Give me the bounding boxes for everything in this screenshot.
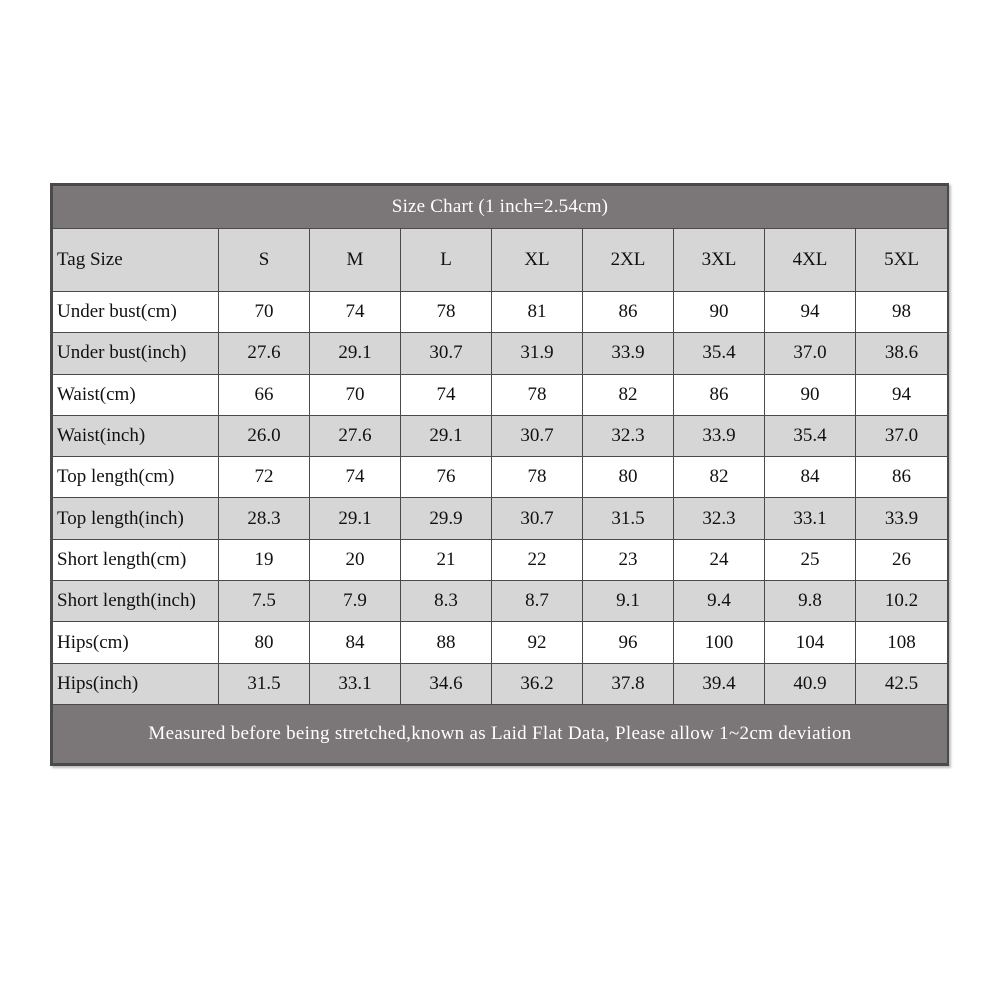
table-cell: 37.8 xyxy=(583,663,674,704)
table-cell: 27.6 xyxy=(310,415,401,456)
table-cell: 94 xyxy=(856,374,948,415)
table-cell: 31.5 xyxy=(219,663,310,704)
table-cell: 72 xyxy=(219,457,310,498)
table-cell: 7.5 xyxy=(219,581,310,622)
table-cell: 98 xyxy=(856,292,948,333)
size-header-3xl: 3XL xyxy=(674,229,765,292)
table-cell: 23 xyxy=(583,539,674,580)
table-cell: 37.0 xyxy=(765,333,856,374)
table-cell: 21 xyxy=(401,539,492,580)
footer-row xyxy=(53,705,948,764)
table-cell: 81 xyxy=(492,292,583,333)
table-cell: 31.5 xyxy=(583,498,674,539)
table-row xyxy=(53,498,948,539)
tag-size-label: Tag Size xyxy=(53,229,219,292)
table-cell: 86 xyxy=(583,292,674,333)
table-cell: 94 xyxy=(765,292,856,333)
table-cell: 74 xyxy=(401,374,492,415)
table-cell: 86 xyxy=(674,374,765,415)
row-label: Short length(inch) xyxy=(53,581,219,622)
table-cell: 78 xyxy=(492,374,583,415)
table-cell: 84 xyxy=(765,457,856,498)
table-cell: 108 xyxy=(856,622,948,663)
table-cell: 37.0 xyxy=(856,415,948,456)
row-label: Hips(cm) xyxy=(53,622,219,663)
table-cell: 31.9 xyxy=(492,333,583,374)
table-cell: 29.1 xyxy=(310,333,401,374)
table-cell: 40.9 xyxy=(765,663,856,704)
table-cell: 32.3 xyxy=(583,415,674,456)
table-row xyxy=(53,333,948,374)
table-cell: 96 xyxy=(583,622,674,663)
table-cell: 29.9 xyxy=(401,498,492,539)
table-cell: 70 xyxy=(219,292,310,333)
table-cell: 28.3 xyxy=(219,498,310,539)
size-chart-table xyxy=(52,185,948,764)
size-header-m: M xyxy=(310,229,401,292)
row-label: Under bust(cm) xyxy=(53,292,219,333)
row-label: Under bust(inch) xyxy=(53,333,219,374)
measurements-body xyxy=(53,292,948,705)
table-row xyxy=(53,374,948,415)
table-cell: 29.1 xyxy=(310,498,401,539)
table-cell: 8.3 xyxy=(401,581,492,622)
table-row xyxy=(53,292,948,333)
table-cell: 86 xyxy=(856,457,948,498)
table-cell: 80 xyxy=(583,457,674,498)
title-row xyxy=(53,186,948,229)
table-cell: 38.6 xyxy=(856,333,948,374)
footer-note: Measured before being stretched,known as Laid Flat Data, Please allow 1~2cm deviation xyxy=(53,705,948,764)
table-cell: 104 xyxy=(765,622,856,663)
table-row xyxy=(53,663,948,704)
table-cell: 30.7 xyxy=(492,415,583,456)
table-cell: 19 xyxy=(219,539,310,580)
table-cell: 10.2 xyxy=(856,581,948,622)
size-header-5xl: 5XL xyxy=(856,229,948,292)
table-cell: 9.4 xyxy=(674,581,765,622)
table-cell: 24 xyxy=(674,539,765,580)
chart-title: Size Chart (1 inch=2.54cm) xyxy=(53,186,948,229)
table-cell: 92 xyxy=(492,622,583,663)
table-row xyxy=(53,457,948,498)
table-cell: 27.6 xyxy=(219,333,310,374)
table-cell: 20 xyxy=(310,539,401,580)
table-cell: 39.4 xyxy=(674,663,765,704)
table-cell: 100 xyxy=(674,622,765,663)
row-label: Hips(inch) xyxy=(53,663,219,704)
table-row xyxy=(53,539,948,580)
table-cell: 26 xyxy=(856,539,948,580)
table-cell: 82 xyxy=(583,374,674,415)
table-cell: 90 xyxy=(674,292,765,333)
size-chart-frame xyxy=(50,183,949,766)
table-cell: 7.9 xyxy=(310,581,401,622)
table-cell: 33.1 xyxy=(310,663,401,704)
table-cell: 34.6 xyxy=(401,663,492,704)
table-cell: 66 xyxy=(219,374,310,415)
table-cell: 9.8 xyxy=(765,581,856,622)
table-cell: 9.1 xyxy=(583,581,674,622)
table-cell: 33.1 xyxy=(765,498,856,539)
size-header-2xl: 2XL xyxy=(583,229,674,292)
table-cell: 29.1 xyxy=(401,415,492,456)
size-header-row xyxy=(53,229,948,292)
table-cell: 74 xyxy=(310,292,401,333)
size-header-s: S xyxy=(219,229,310,292)
row-label: Short length(cm) xyxy=(53,539,219,580)
table-cell: 84 xyxy=(310,622,401,663)
table-cell: 35.4 xyxy=(765,415,856,456)
table-cell: 74 xyxy=(310,457,401,498)
size-header-4xl: 4XL xyxy=(765,229,856,292)
row-label: Waist(cm) xyxy=(53,374,219,415)
table-cell: 33.9 xyxy=(856,498,948,539)
table-cell: 76 xyxy=(401,457,492,498)
table-cell: 8.7 xyxy=(492,581,583,622)
table-cell: 90 xyxy=(765,374,856,415)
table-row xyxy=(53,622,948,663)
table-cell: 36.2 xyxy=(492,663,583,704)
table-cell: 70 xyxy=(310,374,401,415)
row-label: Waist(inch) xyxy=(53,415,219,456)
table-cell: 80 xyxy=(219,622,310,663)
table-cell: 25 xyxy=(765,539,856,580)
row-label: Top length(cm) xyxy=(53,457,219,498)
table-cell: 32.3 xyxy=(674,498,765,539)
table-cell: 78 xyxy=(492,457,583,498)
table-cell: 30.7 xyxy=(492,498,583,539)
row-label: Top length(inch) xyxy=(53,498,219,539)
table-cell: 33.9 xyxy=(674,415,765,456)
table-cell: 22 xyxy=(492,539,583,580)
table-cell: 88 xyxy=(401,622,492,663)
table-cell: 82 xyxy=(674,457,765,498)
table-cell: 35.4 xyxy=(674,333,765,374)
table-cell: 30.7 xyxy=(401,333,492,374)
table-row xyxy=(53,581,948,622)
table-cell: 33.9 xyxy=(583,333,674,374)
size-header-xl: XL xyxy=(492,229,583,292)
table-cell: 78 xyxy=(401,292,492,333)
table-cell: 26.0 xyxy=(219,415,310,456)
size-header-l: L xyxy=(401,229,492,292)
table-cell: 42.5 xyxy=(856,663,948,704)
table-row xyxy=(53,415,948,456)
